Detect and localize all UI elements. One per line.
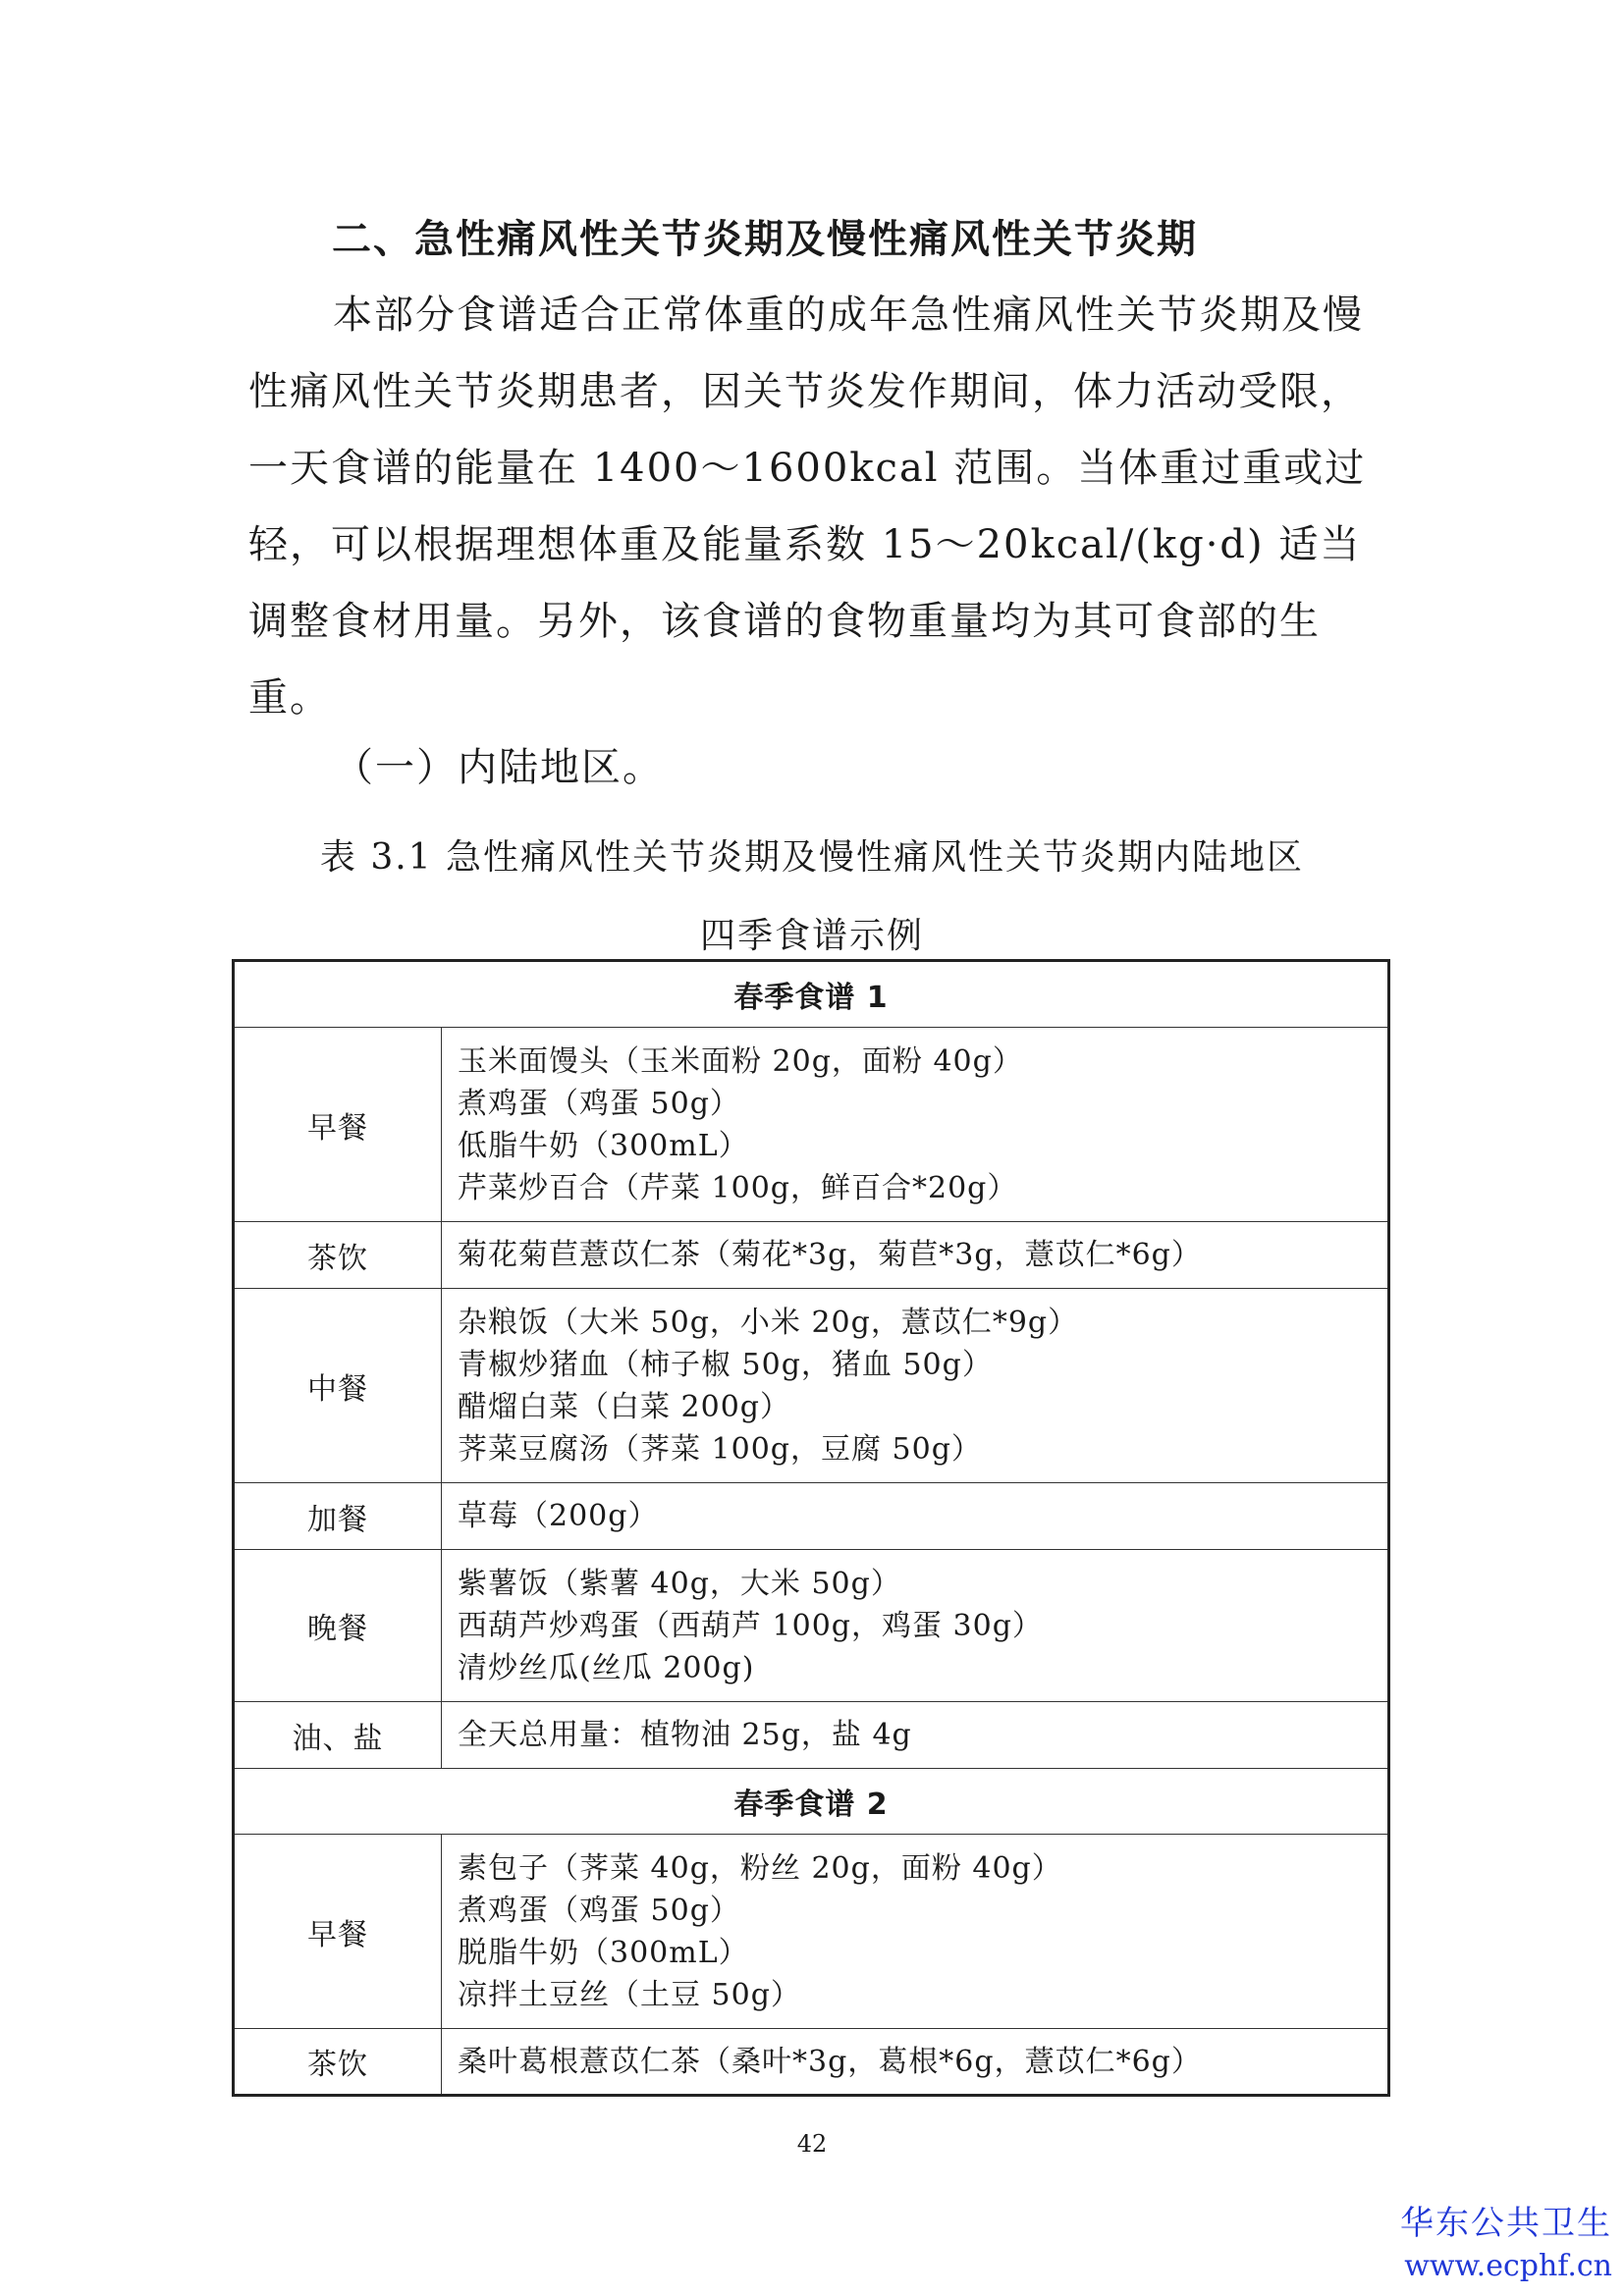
page-number: 42 [796,2130,828,2158]
meal-items [442,1835,1389,2029]
food-item: 芹菜炒百合（芹菜 100g，鲜百合*20g） [458,1170,1018,1205]
food-item: 煮鸡蛋（鸡蛋 50g） [458,1086,740,1121]
food-item: 素包子（荠菜 40g，粉丝 20g，面粉 40g） [458,1850,1062,1886]
food-item: 荠菜豆腐汤（荠菜 100g，豆腐 50g） [458,1431,982,1467]
meal-label: 油、盐 [234,1702,442,1769]
food-item: 青椒炒猪血（柿子椒 50g，猪血 50g） [458,1347,993,1382]
food-item: 脱脂牛奶（300mL） [458,1935,749,1970]
food-item: 紫薯饭（紫薯 40g，大米 50g） [458,1566,901,1601]
table-row [234,1835,1389,2029]
food-item: 清炒丝瓜(丝瓜 200g) [458,1650,755,1685]
meal-items [442,1028,1389,1222]
menu-title: 春季食谱 2 [234,1769,1389,1835]
section-heading: 二、急性痛风性关节炎期及慢性痛风性关节炎期 [332,217,1198,262]
food-item: 杂粮饭（大米 50g，小米 20g，薏苡仁*9g） [458,1305,1079,1340]
meal-label: 晚餐 [234,1550,442,1702]
table-row [234,1289,1389,1483]
meal-items [442,1550,1389,1702]
watermark [1400,2202,1612,2288]
meal-items [442,1702,1389,1769]
meal-items [442,1222,1389,1289]
food-item: 全天总用量：植物油 25g，盐 4g [458,1718,912,1752]
subsection-heading: （一）内陆地区。 [334,745,664,790]
meal-label: 茶饮 [234,1222,442,1289]
watermark-site-name: 华东公共卫生 [1400,2204,1612,2243]
table-caption-subtitle: 四季食谱示例 [699,916,924,956]
meal-label: 中餐 [234,1289,442,1483]
table-row [234,1702,1389,1769]
menu-title: 春季食谱 1 [234,961,1389,1028]
meal-label: 早餐 [234,1835,442,2029]
table-caption: 表 3.1 急性痛风性关节炎期及慢性痛风性关节炎期内陆地区 [319,837,1305,878]
menu-title-row [234,961,1389,1028]
food-item: 煮鸡蛋（鸡蛋 50g） [458,1893,740,1928]
intro-paragraph: 本部分食谱适合正常体重的成年急性痛风性关节炎期及慢性痛风性关节炎期患者，因关节炎发作期间，体力活动受限，一天食谱的能量在 1400～1600kcal 范围。当体重过重或过轻，可以根据理想体重及能量系数 15～20kcal/(kg·d) 适当调整食材用量。另外，该食谱的食物重量均为其可食部的生重。 [248,293,1367,721]
food-item: 凉拌土豆丝（土豆 50g） [458,1977,801,2012]
table-row [234,1483,1389,1550]
meal-label: 茶饮 [234,2029,442,2096]
table-row [234,2029,1389,2096]
food-item: 草莓（200g） [458,1499,659,1533]
table-row [234,1222,1389,1289]
meal-items [442,1289,1389,1483]
meal-label: 加餐 [234,1483,442,1550]
food-item: 低脂牛奶（300mL） [458,1128,749,1163]
meal-label: 早餐 [234,1028,442,1222]
food-item: 菊花菊苣薏苡仁茶（菊花*3g，菊苣*3g，薏苡仁*6g） [458,1238,1202,1272]
food-item: 西葫芦炒鸡蛋（西葫芦 100g，鸡蛋 30g） [458,1608,1043,1643]
food-item: 醋熘白菜（白菜 200g） [458,1389,791,1424]
food-item: 玉米面馒头（玉米面粉 20g，面粉 40g） [458,1043,1023,1079]
food-item: 桑叶葛根薏苡仁茶（桑叶*3g，葛根*6g，薏苡仁*6g） [458,2044,1202,2079]
menu-title-row [234,1769,1389,1835]
menu-table [232,959,1390,2097]
meal-items [442,1483,1389,1550]
meal-items [442,2029,1389,2096]
table-row [234,1550,1389,1702]
table-row [234,1028,1389,1222]
watermark-url: www.ecphf.cn [1404,2249,1612,2283]
